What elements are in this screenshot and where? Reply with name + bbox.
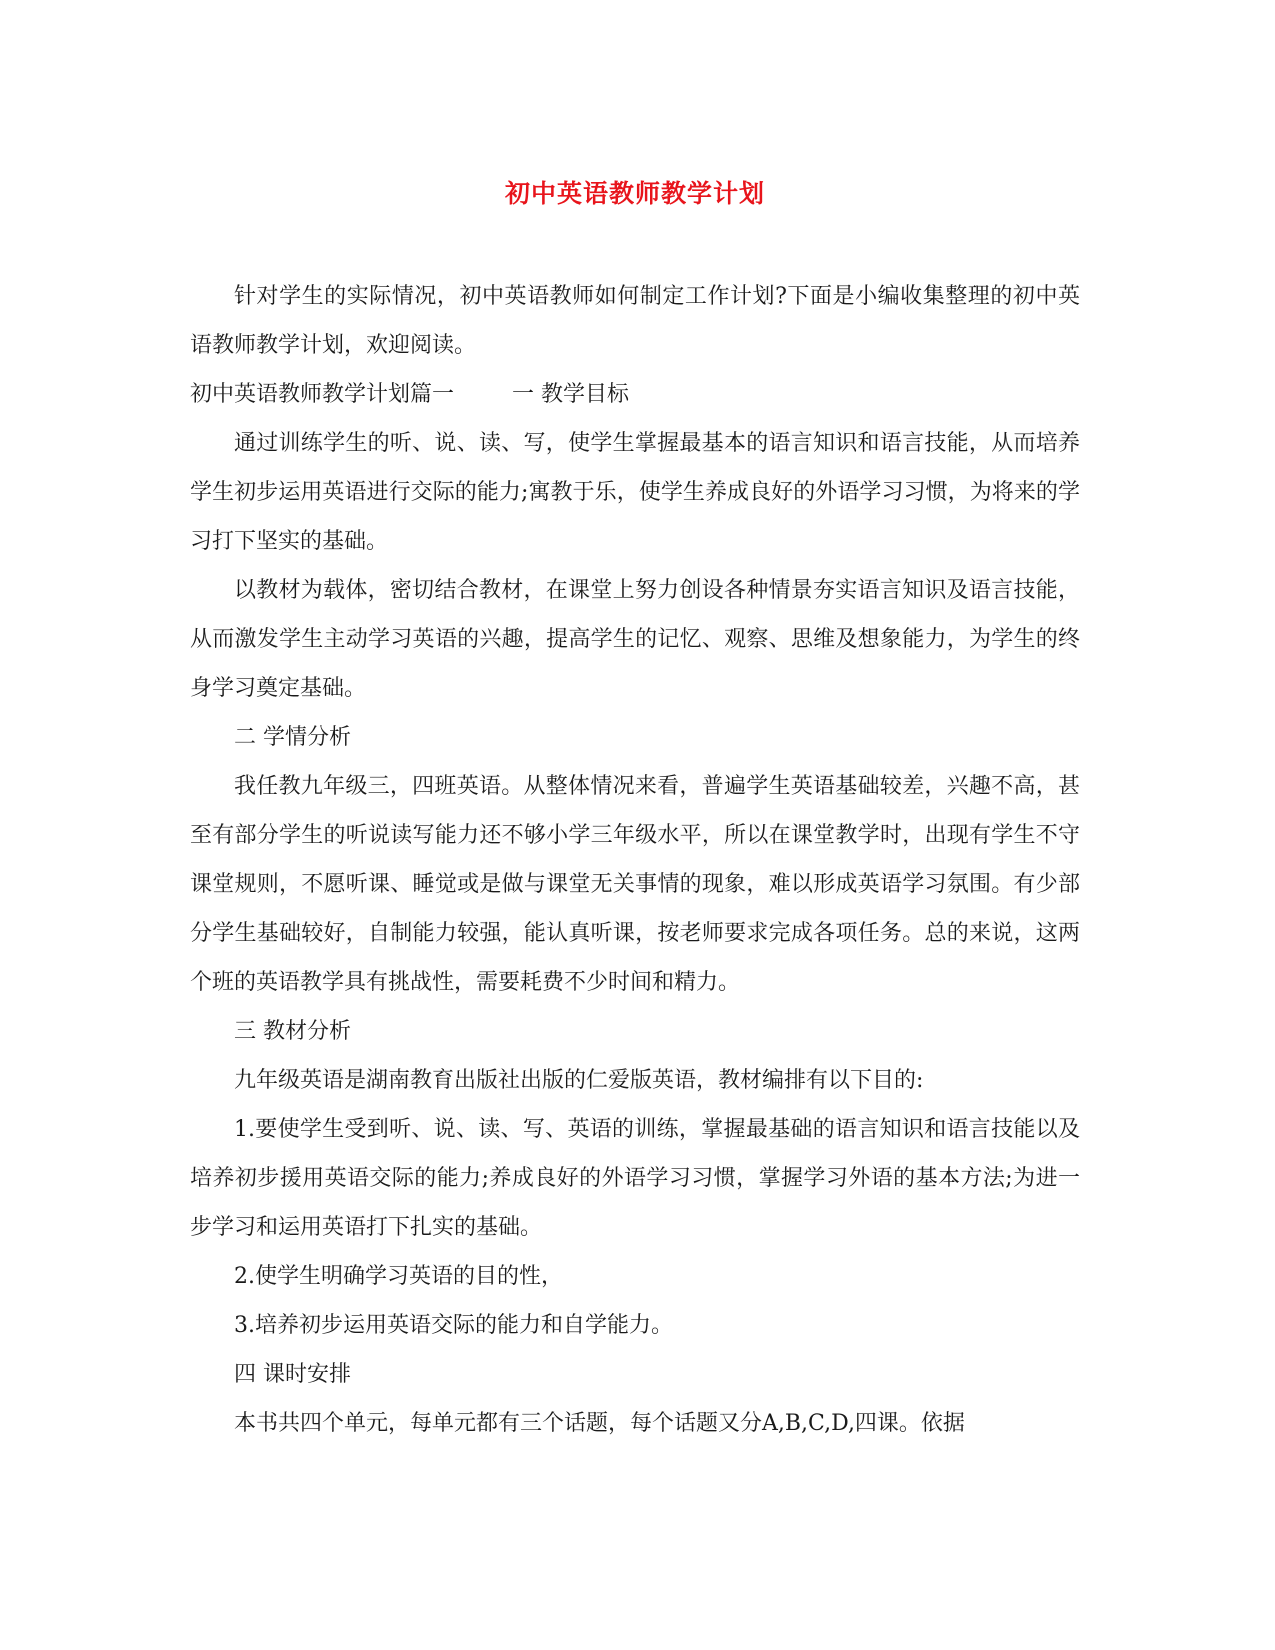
paragraph-student-analysis: 我任教九年级三，四班英语。从整体情况来看，普遍学生英语基础较差，兴趣不高，甚至有部分学生的听说读写能力还不够小学三年级水平，所以在课堂教学时，出现有学生不守课堂规则，不愿听课、睡觉或是做与课堂无关事情的现象，难以形成英语学习氛围。有少部分学生基础较好，自制能力较强，能认真听课，按老师要求完成各项任务。总的来说，这两个班的英语教学具有挑战性，需要耗费不少时间和精力。	[190, 774, 1080, 995]
heading-textbook-analysis: 三 教材分析	[234, 1019, 351, 1044]
paragraph-goal-2: 以教材为载体，密切结合教材，在课堂上努力创设各种情景夯实语言知识及语言技能，从而激发学生主动学习英语的兴趣，提高学生的记忆、观察、思维及想象能力，为学生的终身学习奠定基础。	[190, 578, 1080, 701]
intro-paragraph: 针对学生的实际情况，初中英语教师如何制定工作计划?下面是小编收集整理的初中英语教师教学计划，欢迎阅读。	[190, 284, 1080, 358]
paragraph-goal-1: 通过训练学生的听、说、读、写，使学生掌握最基本的语言知识和语言技能，从而培养学生初步运用英语进行交际的能力;寓教于乐，使学生养成良好的外语学习习惯，为将来的学习打下坚实的基础。	[190, 431, 1080, 554]
document-title: 初中英语教师教学计划	[504, 179, 765, 208]
paragraph-textbook-intro: 九年级英语是湖南教育出版社出版的仁爱版英语，教材编排有以下目的:	[234, 1068, 924, 1093]
section-title: 初中英语教师教学计划篇一	[190, 382, 455, 407]
heading-schedule: 四 课时安排	[234, 1362, 351, 1387]
section-heading-line	[190, 370, 1080, 419]
section-subtitle: 一 教学目标	[512, 382, 630, 407]
list-item-2: 2.使学生明确学习英语的目的性，	[234, 1264, 563, 1289]
paragraph-schedule: 本书共四个单元，每单元都有三个话题，每个话题又分A,B,C,D,四课。依据	[234, 1411, 965, 1436]
list-item-3: 3.培养初步运用英语交际的能力和自学能力。	[234, 1313, 673, 1338]
list-item-1: 1.要使学生受到听、说、读、写、英语的训练，掌握最基础的语言知识和语言技能以及培养初步援用英语交际的能力;养成良好的外语学习习惯，掌握学习外语的基本方法;为进一步学习和运用英语打下扎实的基础。	[190, 1117, 1080, 1240]
document-page	[190, 172, 1080, 1448]
heading-student-analysis: 二 学情分析	[234, 725, 351, 750]
